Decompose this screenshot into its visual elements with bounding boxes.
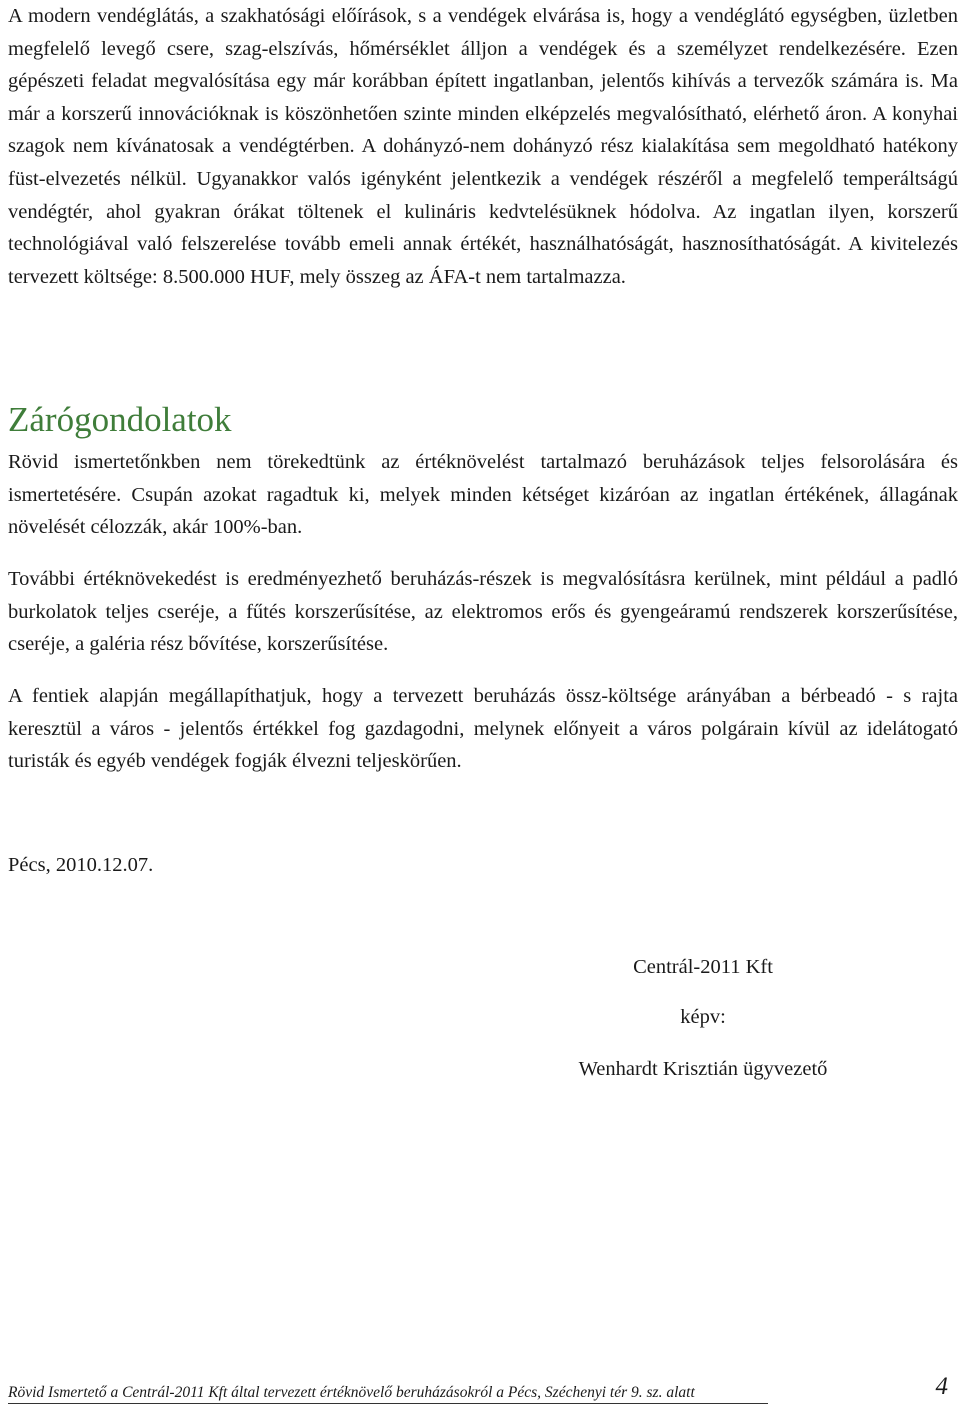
signature-name: Wenhardt Krisztián ügyvezető <box>578 1058 828 1080</box>
closing-paragraph-1: Rövid ismertetőnkben nem törekedtünk az értéknövelést tartalmazó beruházások teljes felsorolására és ismertetésére. Csupán azokat ragadtuk ki, melyek minden kétséget kizáróan az ingatlan értékének, állagának növelését célozzák, akár 100%-ban. <box>8 451 958 539</box>
section-heading: Zárógondolatok <box>8 400 232 439</box>
footer-underline <box>8 1403 768 1404</box>
footer-text: Rövid Ismertető a Centrál-2011 Kft által tervezett értéknövelő beruházásokról a Pécs, Széchenyi tér 9. sz. alatt <box>8 1384 695 1401</box>
signature-role: képv: <box>680 1006 726 1028</box>
intro-paragraph: A modern vendéglátás, a szakhatósági előírások, s a vendégek elvárása is, hogy a vendéglátó egységben, üzletben megfelelő levegő csere, szag-elszívás, hőmérséklet álljon a vendégek és a személyzet rendelkezésére. Ezen gépészeti feladat megvalósítása egy már korábban épített ingatlanban, jelentős kihívás a tervezők számára is. Ma már a korszerű innovációknak is köszönhetően szinte minden elképzelés megvalósítható, elérhető áron. A konyhai szagok nem kívánatosak a vendégtérben. A dohányzó-nem dohányzó rész kialakítása sem megoldható hatékony füst-elvezetés nélkül. Ugyanakkor valós igényként jelentkezik a vendégek részéről a megfelelő temperáltságú vendégtér, ahol gyakran órákat töltenek el kulináris kedvtelésüknek hódolva. Az ingatlan ilyen, korszerű technológiával való felszerelése tovább emeli annak értékét, használhatóságát, hasznosíthatóságát. A kivitelezés tervezett költsége: 8.500.000 HUF, mely összeg az ÁFA-t nem tartalmazza. <box>8 5 958 288</box>
closing-paragraph-3: A fentiek alapján megállapíthatjuk, hogy a tervezett beruházás össz-költsége arányában a bérbeadó - s rajta keresztül a város - jelentős értékkel fog gazdagodni, melynek előnyeit a város polgárain kívül az idelátogató turisták és egyéb vendégek fogják élvezni teljeskörűen. <box>8 685 958 773</box>
signature-block <box>468 950 938 1086</box>
closing-paragraph-2: További értéknövekedést is eredményezhető beruházás-részek is megvalósításra kerülnek, mint például a padló burkolatok teljes cseréje, a fűtés korszerűsítése, az elektromos erős és gyengeáramú rendszerek korszerűsítése, cseréje, a galéria rész bővítése, korszerűsítése. <box>8 568 958 656</box>
place-date: Pécs, 2010.12.07. <box>8 854 154 876</box>
signature-company: Centrál-2011 Kft <box>633 956 773 978</box>
page-number: 4 <box>935 1373 948 1400</box>
